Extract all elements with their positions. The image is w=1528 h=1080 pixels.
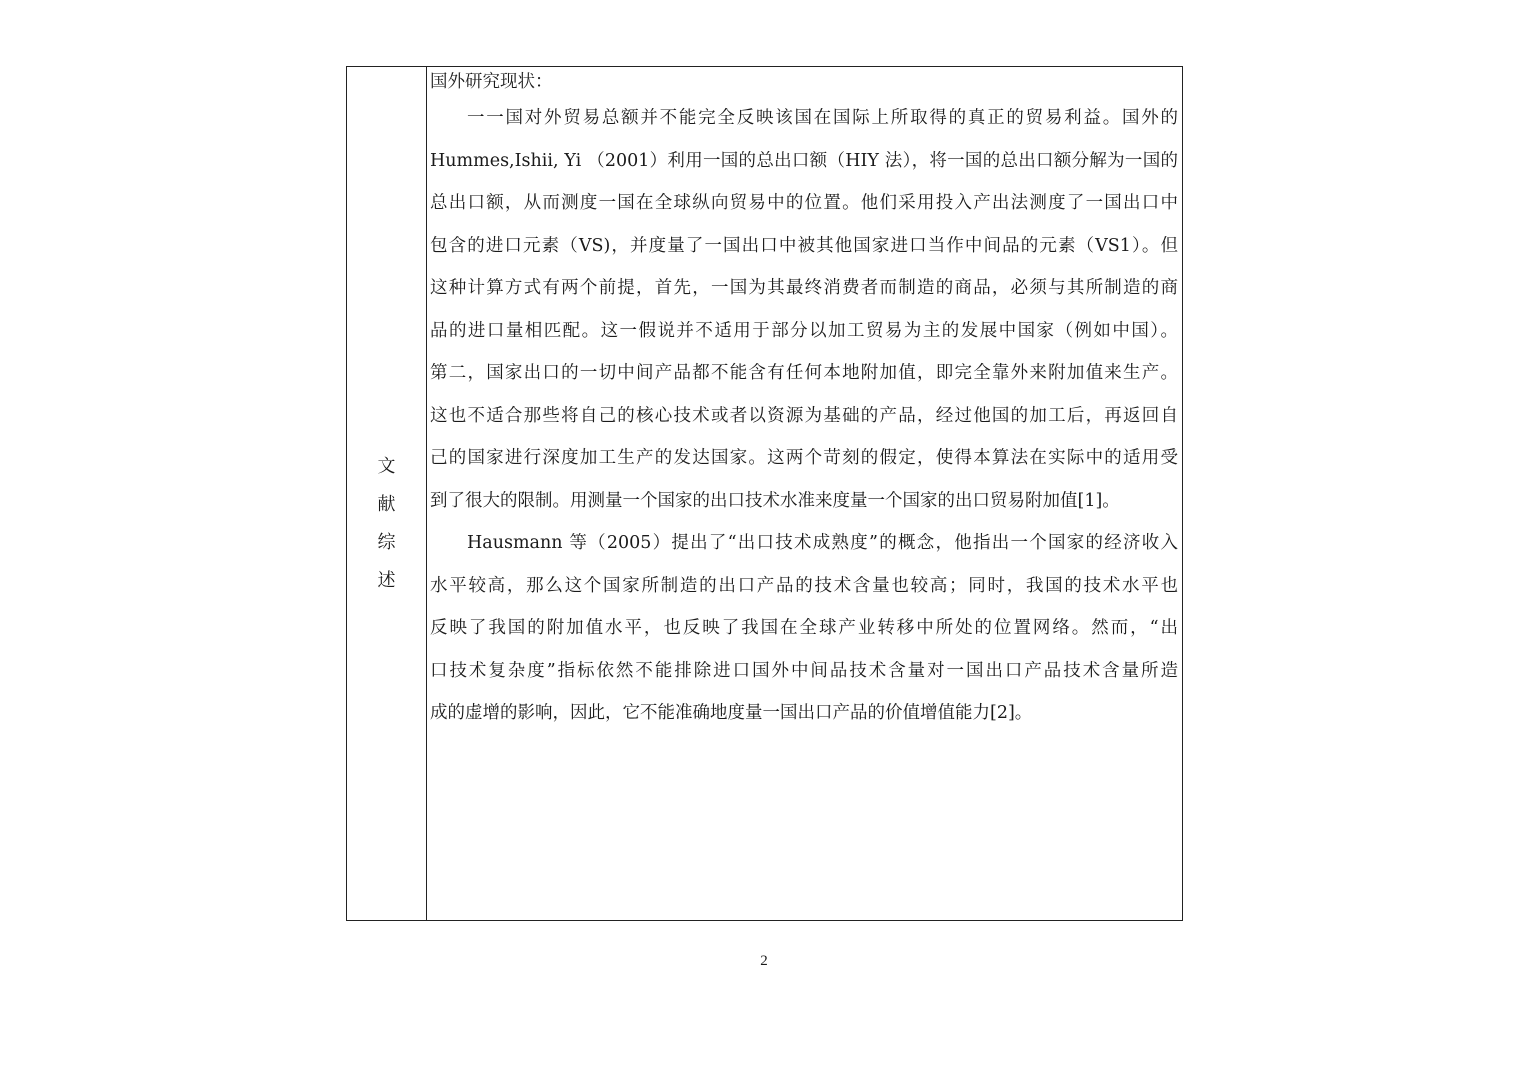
page-number: 2: [760, 953, 768, 969]
paragraph-line: 口技术复杂度”指标依然不能排除进口国外中间品技术含量对一国出口产品技术含量所造: [430, 660, 1178, 681]
paragraph-line: 这种计算方式有两个前提，首先，一国为其最终消费者而制造的商品，必须与其所制造的商: [430, 278, 1178, 298]
paragraph-line: 总出口额，从而测度一国在全球纵向贸易中的位置。他们采用投入产出法测度了一国出口中: [430, 193, 1178, 213]
section-label-char: 综: [377, 531, 396, 553]
section-label-char: 文: [377, 455, 396, 477]
content-heading: 国外研究现状：: [430, 72, 553, 92]
paragraph-line: 己的国家进行深度加工生产的发达国家。这两个苛刻的假定，使得本算法在实际中的适用受: [430, 448, 1178, 468]
paragraph-line: 到了很大的限制。用测量一个国家的出口技术水准来度量一个国家的出口贸易附加值[1]。: [430, 490, 1120, 511]
paragraph-1: [429, 97, 1180, 522]
review-content-cell: [427, 67, 1182, 920]
paragraph-line: 品的进口量相匹配。这一假说并不适用于部分以加工贸易为主的发展中国家（例如中国）。: [430, 320, 1178, 341]
paragraph-line: 成的虚增的影响，因此，它不能准确地度量一国出口产品的价值增值能力[2]。: [430, 703, 1033, 723]
literature-review-table: [346, 66, 1183, 921]
section-label-char: 述: [377, 569, 396, 591]
paragraph-2: [429, 522, 1180, 735]
section-label-char: 献: [377, 493, 396, 515]
paragraph-line: 这也不适合那些将自己的核心技术或者以资源为基础的产品，经过他国的加工后，再返回自: [430, 405, 1178, 426]
paragraph-line: 一一国对外贸易总额并不能完全反映该国在国际上所取得的真正的贸易利益。国外的: [467, 108, 1178, 128]
paragraph-line: 水平较高，那么这个国家所制造的出口产品的技术含量也较高；同时，我国的技术水平也: [430, 575, 1178, 596]
paragraph-line: Hummes,Ishii, Yi （2001）利用一国的总出口额（HIY 法），将一国的总出口额分解为一国的: [430, 150, 1178, 171]
paragraph-line: Hausmann 等（2005）提出了“出口技术成熟度”的概念，他指出一个国家的经济收入: [467, 533, 1178, 553]
paragraph-line: 包含的进口元素（VS)，并度量了一国出口中被其他国家进口当作中间品的元素（VS1）。但: [430, 235, 1178, 256]
section-label-cell: [347, 67, 427, 920]
paragraph-line: 第二，国家出口的一切中间产品都不能含有任何本地附加值，即完全靠外来附加值来生产。: [430, 363, 1178, 383]
section-label: [378, 448, 396, 600]
paragraph-line: 反映了我国的附加值水平，也反映了我国在全球产业转移中所处的位置网络。然而，“出: [430, 618, 1178, 638]
